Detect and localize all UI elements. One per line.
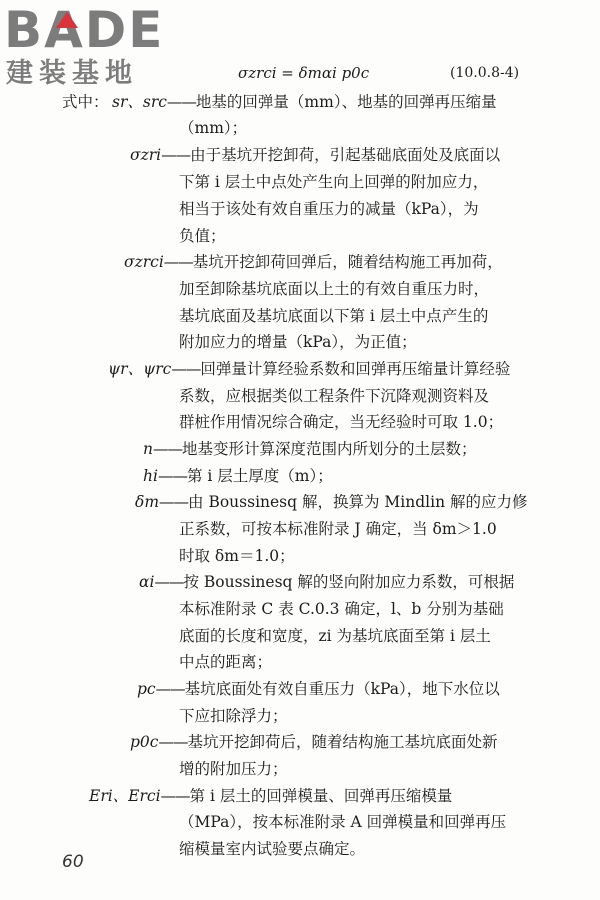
brand-logo	[4, 2, 204, 94]
logo-chinese-name: 建装基地	[6, 58, 138, 89]
definition-continuation: 相当于该处有效自重压力的减量（kPa），为	[179, 200, 479, 218]
definition-continuation: 底面的长度和宽度，zi 为基坑底面至第 i 层土	[179, 627, 491, 645]
definition-continuation: 下第 i 层土中点处产生向上回弹的附加应力，	[179, 173, 489, 191]
definition-symbol: Eri、Erci	[89, 787, 161, 805]
definition-continuation: 附加应力的增量（kPa），为正值；	[179, 333, 417, 351]
definition-continuation: 时取 δm＝1.0；	[179, 547, 295, 565]
definition-symbol: p0c	[130, 733, 159, 751]
formula-expression: σzrci = δmαi p0c	[238, 64, 370, 82]
definition-continuation: 群桩作用情况综合确定，当无经验时可取 1.0；	[179, 413, 504, 431]
definition-continuation: 缩模量室内试验要点确定。	[179, 840, 366, 858]
formula-number: (10.0.8-4)	[450, 65, 520, 81]
definition-text: 按 Boussinesq 解的竖向附加应力系数，可根据	[183, 573, 515, 591]
definition-continuation: 负值；	[179, 227, 226, 245]
definition-symbol: σzri	[130, 146, 162, 164]
definition-text: 地基变形计算深度范围内所划分的土层数；	[181, 440, 477, 458]
definition-text: 基坑开挖卸荷后，随着结构施工基坑底面处新	[187, 733, 498, 751]
logo-wordmark: BADE	[4, 1, 165, 59]
definition-text: 第 i 层土的回弹模量、回弹再压缩模量	[189, 787, 453, 805]
definition-entry: σzrci——基坑开挖卸荷回弹后，随着结构施工再加荷，	[124, 253, 503, 271]
definition-text: 由 Boussinesq 解，换算为 Mindlin 解的应力修	[188, 493, 528, 511]
definition-entry: ψr、ψrc——回弹量计算经验系数和回弹再压缩量计算经验	[108, 360, 511, 378]
definition-continuation: 正系数，可按本标准附录 J 确定，当 δm＞1.0	[179, 520, 497, 538]
logo-accent-triangle	[56, 12, 78, 28]
definition-continuation: （mm）；	[179, 119, 248, 137]
definition-entry: n——地基变形计算深度范围内所划分的土层数；	[143, 440, 477, 458]
definition-entry: p0c——基坑开挖卸荷后，随着结构施工基坑底面处新	[130, 733, 498, 751]
page-number: 60	[62, 852, 84, 872]
definition-symbol: δm	[135, 493, 160, 511]
definition-entry: hi——第 i 层土厚度（m）；	[143, 467, 333, 485]
definition-continuation: 加至卸除基坑底面以上土的有效自重压力时，	[179, 280, 490, 298]
definition-entry: Eri、Erci——第 i 层土的回弹模量、回弹再压缩模量	[89, 787, 453, 805]
definition-text: 地基的回弹量（mm）、地基的回弹再压缩量	[195, 93, 497, 111]
definition-symbol: σzrci	[124, 253, 164, 271]
definition-entry: αi——按 Boussinesq 解的竖向附加应力系数，可根据	[139, 573, 515, 591]
definition-entry: pc——基坑底面处有效自重压力（kPa），地下水位以	[137, 680, 500, 698]
intro-label: 式中：	[62, 93, 109, 111]
definition-text: 第 i 层土厚度（m）；	[186, 467, 333, 485]
definition-text: 基坑开挖卸荷回弹后，随着结构施工再加荷，	[192, 253, 503, 271]
definition-symbol: ψr、ψrc	[108, 360, 172, 378]
definition-text: 由于基坑开挖卸荷，引起基础底面处及底面以	[190, 146, 501, 164]
definition-symbol: sr、src	[112, 93, 167, 111]
definition-text: 回弹量计算经验系数和回弹再压缩量计算经验	[200, 360, 511, 378]
definition-symbol: n	[143, 440, 153, 458]
definition-text: 基坑底面处有效自重压力（kPa），地下水位以	[184, 680, 500, 698]
definition-continuation: 增的附加压力；	[179, 760, 288, 778]
definition-continuation: 下应扣除浮力；	[179, 707, 288, 725]
definition-entry: δm——由 Boussinesq 解，换算为 Mindlin 解的应力修	[135, 493, 528, 511]
definition-continuation: 本标准附录 C 表 C.0.3 确定，l、b 分别为基础	[179, 600, 504, 618]
definition-entry: sr、src——地基的回弹量（mm）、地基的回弹再压缩量	[112, 93, 497, 111]
definition-continuation: （MPa），按本标准附录 A 回弹模量和回弹再压	[179, 813, 507, 831]
definition-symbol: hi	[143, 467, 158, 485]
definition-continuation: 中点的距离；	[179, 653, 273, 671]
definition-entry: σzri——由于基坑开挖卸荷，引起基础底面处及底面以	[130, 146, 501, 164]
definition-continuation: 系数，应根据类似工程条件下沉降观测资料及	[179, 387, 490, 405]
definition-continuation: 基坑底面及基坑底面以下第 i 层土中点产生的	[179, 307, 489, 325]
definition-symbol: pc	[137, 680, 156, 698]
definition-symbol: αi	[139, 573, 155, 591]
